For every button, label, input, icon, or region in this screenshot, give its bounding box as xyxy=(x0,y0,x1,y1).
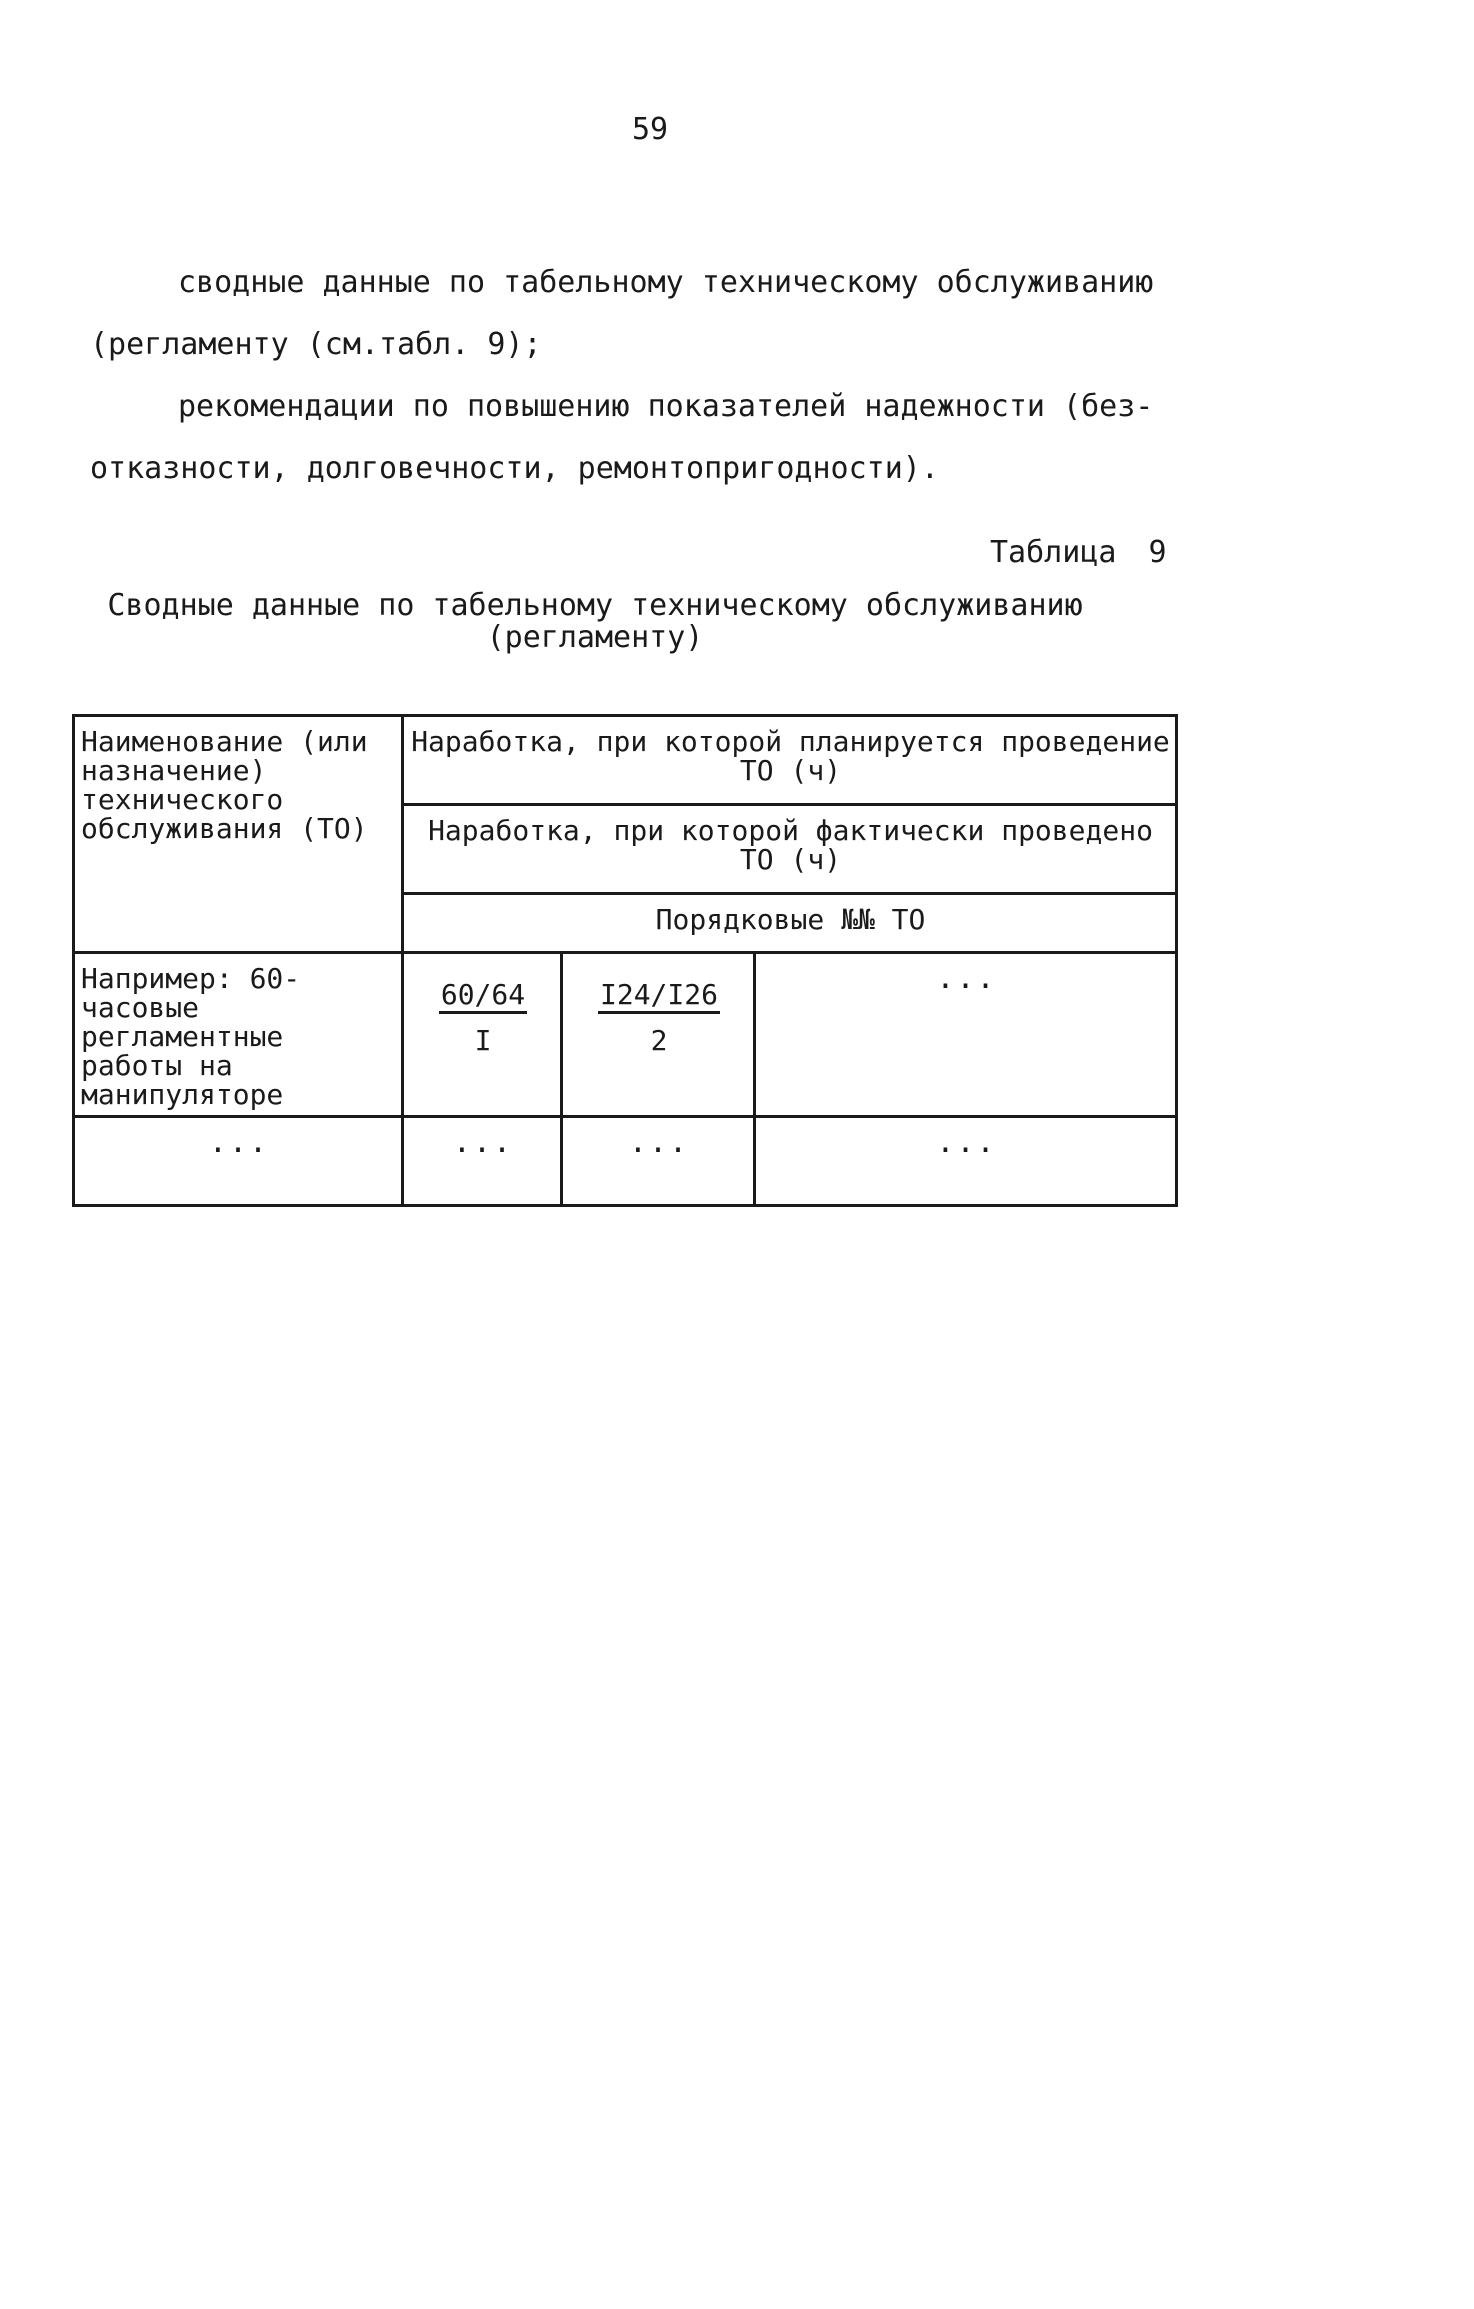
ellipsis-cell: ... xyxy=(562,1117,755,1206)
table-row xyxy=(74,953,1177,1117)
example-name: Например: 60-часовые регламентные работы на манипуляторе xyxy=(74,953,403,1117)
table-row xyxy=(74,716,1177,805)
paragraph-line: отказности, долговечности, ремонтопригодности). xyxy=(90,451,939,486)
ellipsis-cell: ... xyxy=(755,1117,1177,1206)
example-cell xyxy=(562,953,755,1117)
table-title xyxy=(70,590,1120,654)
maintenance-table xyxy=(72,714,1178,1207)
ellipsis-cell: ... xyxy=(403,1117,562,1206)
table-title-line: (регламенту) xyxy=(486,620,704,655)
ellipsis-cell: ... xyxy=(755,953,1177,1117)
table-number: Таблица 9 xyxy=(990,535,1167,570)
table-title-line: Сводные данные по табельному техническому обслуживанию xyxy=(107,588,1083,623)
ellipsis-cell: ... xyxy=(74,1117,403,1206)
paragraph-line: (регламенту (см.табл. 9); xyxy=(90,327,542,362)
fraction-value: 60/64 xyxy=(439,980,527,1014)
paragraph-line: рекомендации по повышению показателей надежности (без- xyxy=(178,389,1154,424)
paragraph-summary-data xyxy=(90,252,1170,376)
header-actual: Наработка, при которой фактически проведено ТО (ч) xyxy=(403,805,1177,894)
order-number: 2 xyxy=(650,1024,668,1057)
col-name-header: Наименование (или назначение) технического обслуживания (ТО) xyxy=(74,716,403,953)
paragraph-line: сводные данные по табельному техническому обслуживанию xyxy=(178,265,1154,300)
header-order: Порядковые №№ ТО xyxy=(403,894,1177,953)
page-number: 59 xyxy=(631,112,669,147)
header-planned: Наработка, при которой планируется проведение ТО (ч) xyxy=(403,716,1177,805)
example-cell xyxy=(403,953,562,1117)
table-row xyxy=(74,1117,1177,1206)
order-number: I xyxy=(474,1024,492,1057)
fraction-value: I24/I26 xyxy=(598,980,720,1014)
paragraph-recommendations xyxy=(90,376,1170,500)
